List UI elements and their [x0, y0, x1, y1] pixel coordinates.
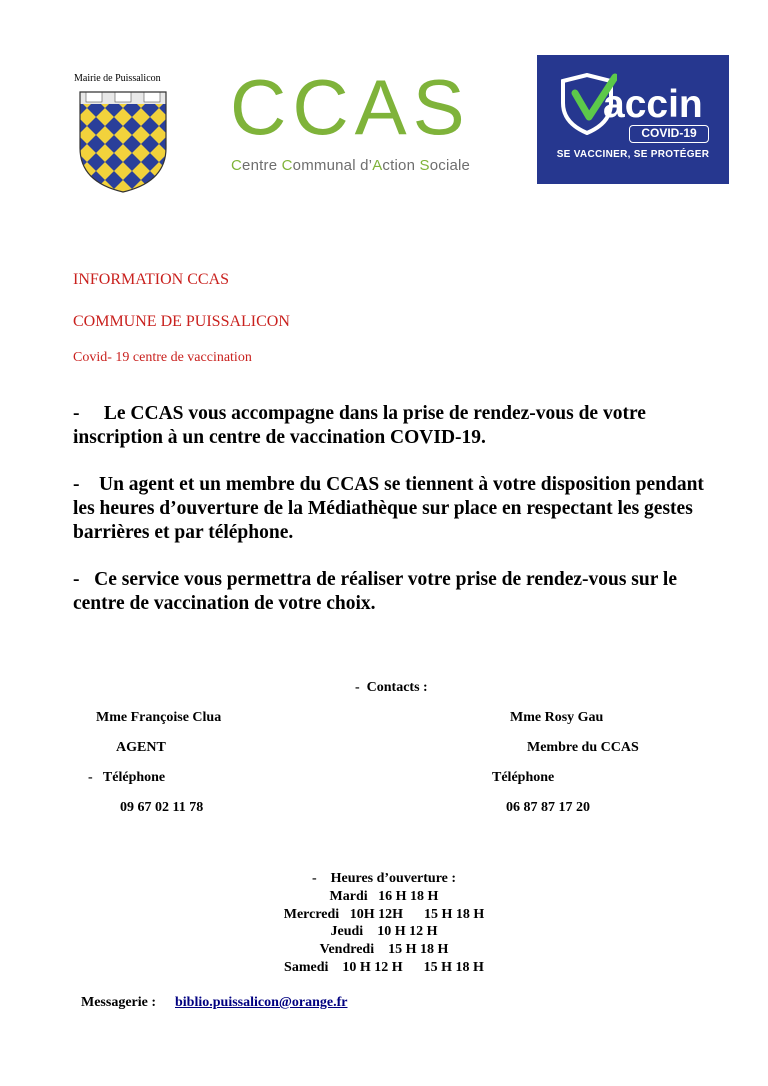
hours-line: Mardi 16 H 18 H [329, 888, 439, 904]
bullet-paragraph: - Le CCAS vous accompagne dans la prise de rendez-vous de votre inscription à un centre de vaccination COVID-19. [73, 403, 651, 448]
ccas-sub-part: C [281, 157, 293, 174]
agent-phone-label: - Téléphone [88, 770, 166, 785]
heading-commune: COMMUNE DE PUISSALICON [73, 313, 290, 330]
agent-name: Mme Françoise Clua [96, 710, 222, 725]
coat-of-arms-logo [78, 90, 168, 194]
ccas-sub-part: A [372, 157, 383, 174]
member-role: Membre du CCAS [527, 740, 639, 755]
bullet-paragraph: - Ce service vous permettra de réaliser votre prise de rendez-vous sur le centre de vaccination de votre choix. [73, 569, 682, 614]
heading-covid: Covid- 19 centre de vaccination [73, 350, 252, 365]
agent-role: AGENT [116, 740, 166, 755]
ccas-sub-part: S [419, 157, 430, 174]
agent-phone: 09 67 02 11 78 [120, 800, 204, 815]
member-phone-label: Téléphone [492, 770, 555, 785]
vaccin-slogan: SE VACCINER, SE PROTÉGER [556, 149, 710, 160]
vaccin-word: accin [603, 83, 703, 126]
ccas-sub-part: ommunal d’ [292, 157, 373, 174]
heading-information: INFORMATION CCAS [73, 271, 230, 288]
vaccin-covid-logo [537, 55, 729, 184]
ccas-sub-part: entre [242, 157, 282, 174]
ccas-logo-subtitle [231, 157, 470, 174]
messagerie-label: Messagerie : [81, 995, 157, 1010]
covid-badge: COVID-19 [629, 125, 709, 143]
ccas-sub-part: C [231, 157, 243, 174]
ccas-sub-part: ction [382, 157, 420, 174]
hours-line: Mercredi 10H 12H 15 H 18 H [283, 906, 485, 922]
member-name: Mme Rosy Gau [510, 710, 604, 725]
hours-line: Vendredi 15 H 18 H [319, 942, 449, 958]
hours-line: Jeudi 10 H 12 H [330, 924, 438, 940]
ccas-logo-text: CCAS [230, 63, 471, 151]
email-link[interactable]: biblio.puissalicon@orange.fr [175, 995, 348, 1010]
hours-line: Samedi 10 H 12 H 15 H 18 H [284, 959, 484, 975]
bullet-paragraph: - Un agent et un membre du CCAS se tiennent à votre disposition pendant les heures d’ouverture de la Médiathèque sur place en respectant les gestes barrières et par téléphone. [73, 474, 709, 543]
member-phone: 06 87 87 17 20 [506, 800, 590, 815]
opening-hours [0, 870, 768, 977]
hours-heading: - Heures d’ouverture : [311, 871, 457, 886]
mairie-caption: Mairie de Puissalicon [74, 73, 161, 84]
ccas-sub-part: ociale [429, 157, 471, 174]
contacts-heading: - Contacts : [355, 680, 428, 695]
